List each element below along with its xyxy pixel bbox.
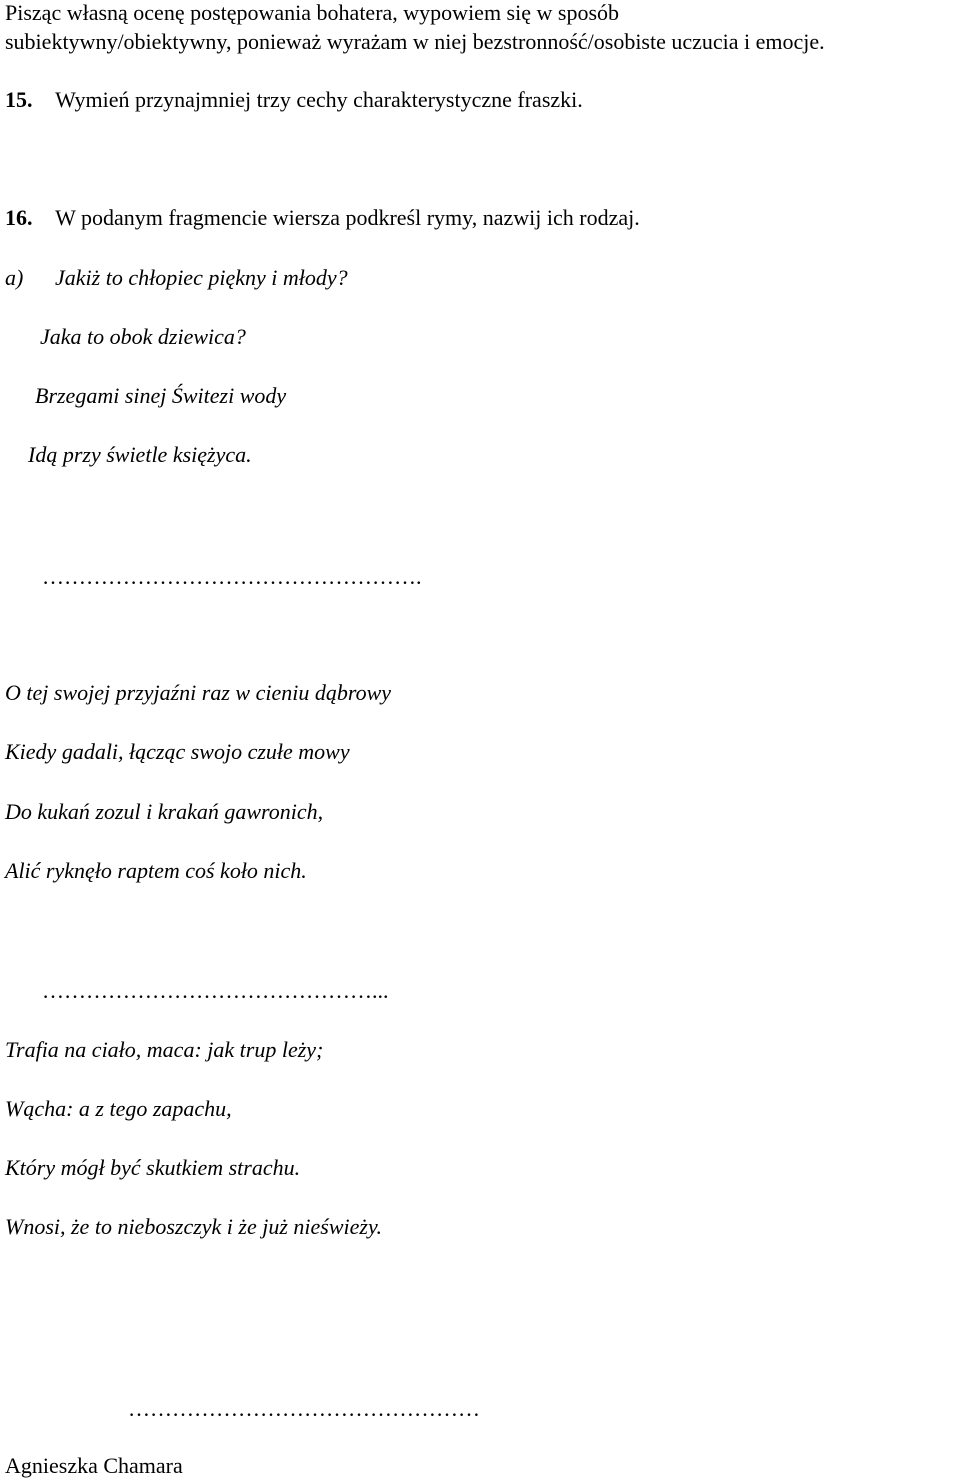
question-16-text: W podanym fragmencie wiersza podkreśl rymy, nazwij ich rodzaj. [55,205,640,230]
question-16 [5,207,640,229]
question-15-number: 15. [5,87,33,112]
verse-line: Idą przy świetle księżyca. [28,442,252,467]
answer-blank-c: ………………………………………… [128,1396,480,1421]
question-15 [5,89,583,111]
author-name: Agnieszka Chamara [5,1453,183,1478]
verse-line: O tej swojej przyjaźni raz w cieniu dąbrowy [5,680,392,705]
verse-line: Który mógł być skutkiem strachu. [5,1155,301,1180]
verse-line: Alić ryknęło raptem coś koło nich. [5,858,307,883]
verse-line: Brzegami sinej Świtezi wody [35,383,287,408]
verse-line: Jaka to obok dziewica? [40,324,246,349]
verse-line: Kiedy gadali, łącząc swojo czułe mowy [5,739,350,764]
verse-line: Jakiż to chłopiec piękny i młody? [55,265,348,290]
verse-line: Wącha: a z tego zapachu, [5,1096,232,1121]
intro-line-2: subiektywny/obiektywny, ponieważ wyrażam w niej bezstronność/osobiste uczucia i emocje. [5,29,825,54]
intro-line-1: Pisząc własną ocenę postępowania bohatera, wypowiem się w sposób [5,0,620,25]
verse-line: Wnosi, że to nieboszczyk i że już nieświeży. [5,1214,383,1239]
verse-line: Do kukań zozul i krakań gawronich, [5,799,324,824]
answer-blank-b: ………………………………………... [42,978,389,1003]
answer-blank-a: ……………………………………………. [42,564,422,589]
verse-line: Trafia na ciało, maca: jak trup leży; [5,1037,324,1062]
question-16-number: 16. [5,205,33,230]
question-15-text: Wymień przynajmniej trzy cechy charakterystyczne fraszki. [55,87,583,112]
fragment-a-marker: a) [5,265,24,290]
